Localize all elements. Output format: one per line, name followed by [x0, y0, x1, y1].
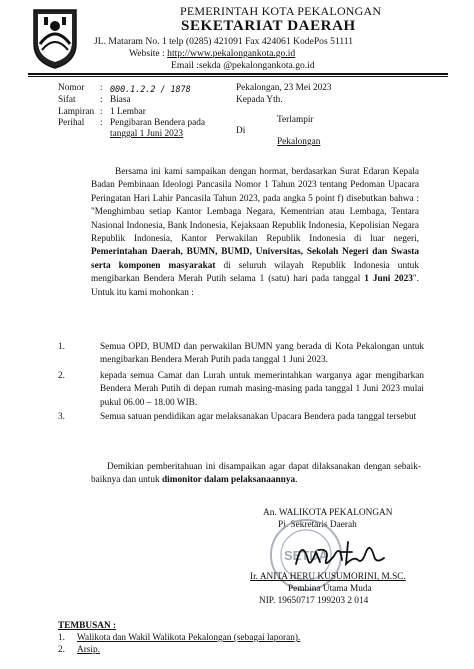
handwritten-signature: [290, 530, 390, 574]
perihal-label: Perihal: [58, 118, 85, 128]
tembusan-title: TEMBUSAN :: [58, 621, 117, 631]
list-item-text: kepada semua Camat dan Lurah untuk memerintahkan warganya agar mengibarkan Bendera Merah Putih di depan rumah masing-masing pada tanggal 1 Juni 2023 mulai pukul 06.00 – 18.00 WIB.: [100, 371, 424, 408]
nomor-value: 000.1.2.2 / 1878: [110, 84, 191, 94]
recipient-greeting: Kepada Yth.: [236, 95, 283, 105]
letter-date: Pekalongan, 23 Mei 2023: [236, 83, 332, 93]
closing-bold: dimonitor dalam pelaksanaannya: [162, 475, 296, 486]
recipient-city: Pekalongan: [277, 137, 321, 147]
recipient-name: Terlampir: [277, 115, 314, 125]
signatory-nip: NIP. 19650717 199203 2 014: [259, 596, 369, 606]
list-item-text: Walikota dan Wakil Walikota Pekalongan (sebagai laporan).: [77, 633, 301, 643]
body-text-3: ". Untuk itu kami mohonkan :: [91, 274, 419, 298]
list-item-number: 1.: [58, 342, 65, 352]
website-label: Website :: [129, 48, 168, 59]
list-item-number: 2.: [58, 371, 65, 381]
letterhead-divider-thin: [28, 76, 448, 77]
perihal-colon: :: [100, 118, 103, 128]
perihal-line2: tanggal 1 Juni 2023: [110, 129, 184, 139]
signatory-name: Ir. ANITA HERU KUSUMORINI, M.SC.: [250, 572, 406, 582]
list-item-number: 2.: [58, 645, 65, 655]
list-item-text: Semua OPD, BUMD dan perwakilan BUMN yang berada di Kota Pekalongan untuk mengibarkan Bendera Merah Putih pada tanggal 1 Juni 2023.: [100, 342, 424, 366]
website-link[interactable]: http://www.pekalongankota.go.id: [167, 48, 296, 59]
closing-period: .: [295, 475, 298, 486]
letterhead-government: PEMERINTAH KOTA PEKALONGAN: [180, 4, 382, 18]
signature-role: Pj. Sekretaris Daerah: [278, 520, 357, 530]
sifat-label: Sifat: [58, 95, 76, 105]
body-text-1: Bersama ini kami sampaikan dengan hormat, berdasarkan Surat Edaran Kepala Badan Pembinaan Ideologi Pancasila Nomor 1 Tahun 2023 tentang Pedoman Upacara Peringatan Hari Lahir Pancasila Tahun 2023, pada angka 5 point f) disebutkan bahwa : "Menghimbau setiap Kantor Lembaga Negara, Kementrian atau Lembaga, Tentara Nasional Indonesia, Bank Indonesia, Kejaksaan Republik Indonesia, Kepolisian Negara Republik Indonesia, Kantor Perwakilan Republik Indonesia di luar negeri,: [91, 167, 419, 245]
recipient-di: Di: [236, 126, 246, 136]
closing-text: Demikian pemberitahuan ini disampaikan agar dapat dilaksanakan dengan sebaik-baiknya dan untuk: [91, 462, 421, 486]
letterhead-office: SEKETARIAT DAERAH: [181, 18, 356, 34]
letterhead-divider-thick: [28, 73, 448, 75]
letterhead-email: Email :sekda @pekalongankota.go.id: [171, 60, 315, 71]
nomor-label: Nomor: [58, 83, 85, 93]
body-paragraph: [91, 166, 419, 300]
list-item-text: Arsip.: [77, 645, 100, 655]
body-bold-date: 1 Juni 2023: [364, 274, 413, 285]
signature-an: An. WALIKOTA PEKALONGAN: [263, 508, 393, 518]
stamp-text: SETDA: [283, 548, 329, 563]
list-item-number: 1.: [58, 633, 65, 643]
body-text-2: di seluruh wilayah Republik Indonesia untuk mengibarkan Bendera Merah Putih selama 1 (satu) hari pada tanggal: [91, 260, 419, 285]
list-item-number: 3.: [58, 412, 65, 422]
sifat-colon: :: [100, 95, 103, 105]
list-item-text: Semua satuan pendidikan agar melaksanakan Upacara Bendera pada tanggal tersebut: [100, 412, 417, 422]
city-emblem-logo: [30, 4, 80, 70]
lampiran-value: 1 Lembar: [110, 107, 146, 117]
signatory-rank: Pembina Utama Muda: [288, 584, 372, 594]
sifat-value: Biasa: [110, 95, 131, 105]
closing-paragraph: [91, 461, 421, 488]
perihal-line1: Pengibaran Bendera pada: [110, 118, 205, 128]
letterhead-website: [129, 48, 295, 59]
lampiran-colon: :: [100, 107, 103, 117]
nomor-colon: :: [100, 83, 103, 93]
lampiran-label: Lampiran: [58, 107, 95, 117]
body-bold-entities: Pemerintahan Daerah, BUMN, BUMD, Universitas, Sekolah Negeri dan Swasta serta komponen masyarakat: [91, 247, 419, 271]
letterhead-address: JL. Mataram No. 1 telp (0285) 421091 Fax 424061 KodePos 51111: [94, 36, 354, 47]
